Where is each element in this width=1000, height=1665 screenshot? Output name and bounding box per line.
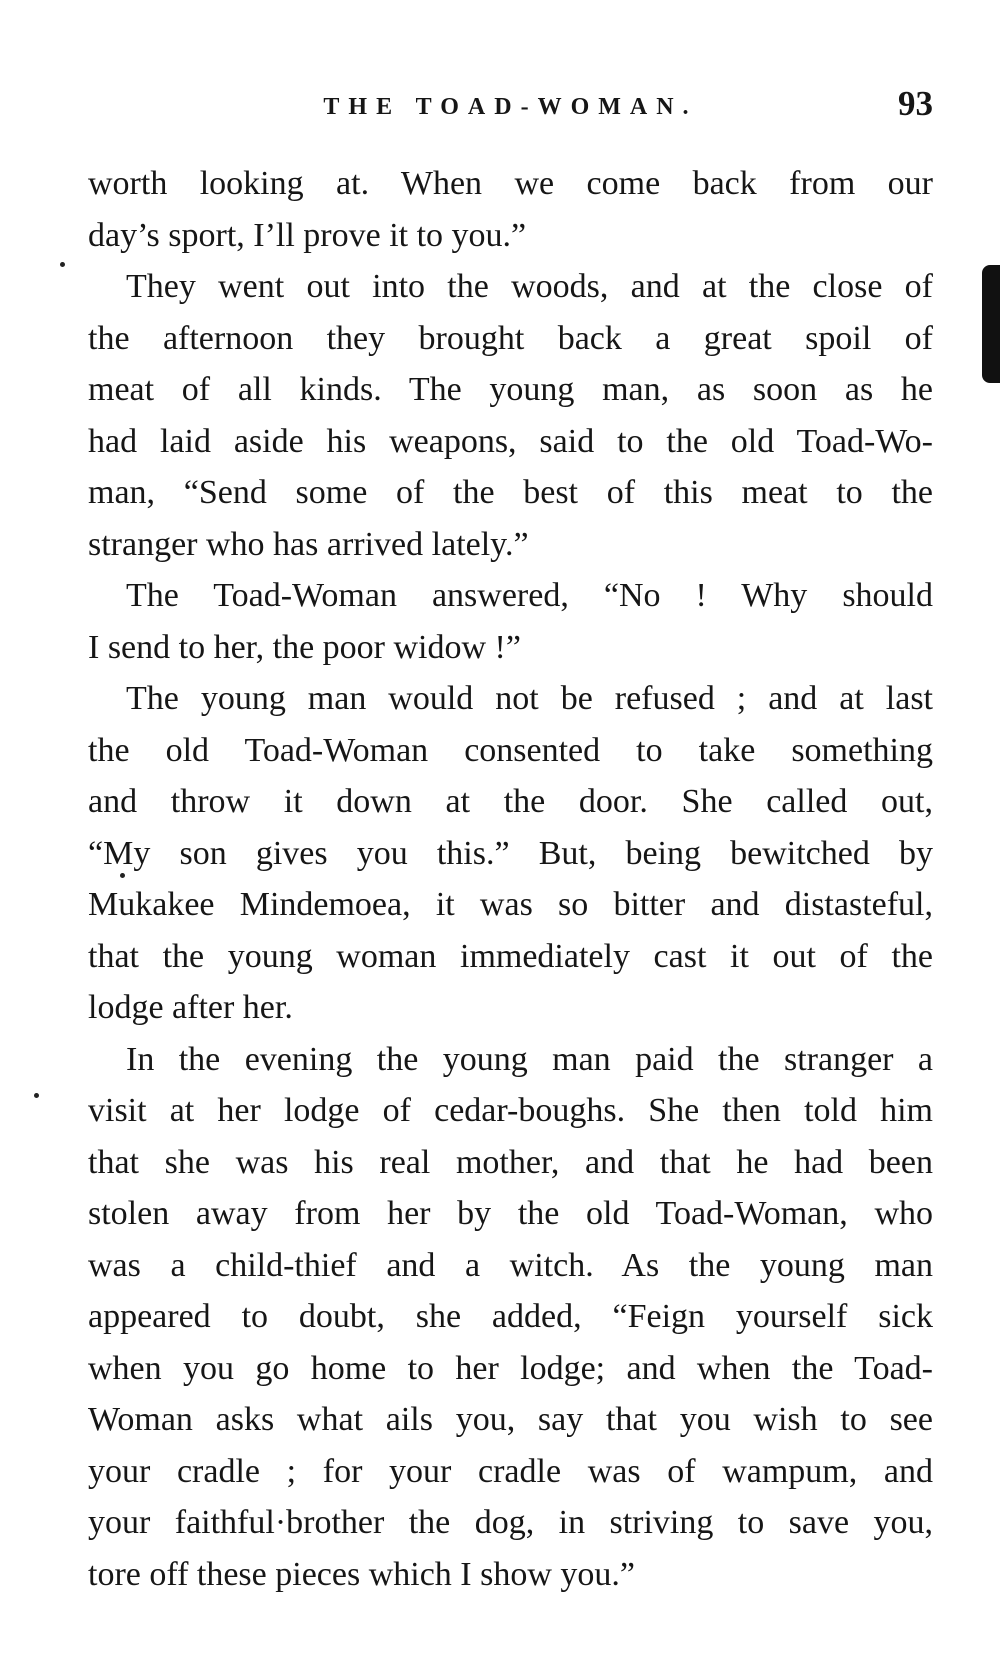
running-head — [88, 84, 933, 134]
text-line: stolen away from her by the old Toad-Woman, who — [88, 1195, 933, 1232]
text-line: that the young woman immediately cast it out of the — [88, 937, 933, 975]
text-line: The young man would not be refused ; and at last — [126, 680, 933, 717]
ink-speck — [120, 873, 125, 878]
text-line: Woman asks what ails you, say that you wish to see — [88, 1401, 933, 1438]
text-line: tore off these pieces which I show you.” — [88, 1555, 635, 1593]
text-line: stranger who has arrived lately.” — [88, 525, 529, 563]
margin-ink-mark — [982, 265, 1000, 383]
text-line: “My son gives you this.” But, being bewitched by — [88, 834, 933, 872]
text-line: day’s sport, I’ll prove it to you.” — [88, 216, 527, 254]
text-line: I send to her, the poor widow !” — [88, 628, 521, 666]
text-line: worth looking at. When we come back from our — [88, 165, 933, 202]
text-line: man, “Send some of the best of this meat to the — [88, 474, 933, 511]
text-line: had laid aside his weapons, said to the old Toad-Wo- — [88, 422, 933, 460]
text-line: was a child-thief and a witch. As the young man — [88, 1246, 933, 1284]
body-text — [88, 158, 933, 1600]
text-line: The Toad-Woman answered, “No ! Why should — [126, 577, 933, 614]
ink-speck — [34, 1093, 39, 1098]
text-line: the afternoon they brought back a great spoil of — [88, 319, 933, 357]
text-line: appeared to doubt, she added, “Feign yourself sick — [88, 1298, 933, 1335]
text-line: visit at her lodge of cedar-boughs. She then told him — [88, 1092, 933, 1129]
text-line: your cradle ; for your cradle was of wampum, and — [88, 1452, 933, 1490]
running-title: THE TOAD-WOMAN. — [323, 94, 698, 120]
text-line: lodge after her. — [88, 989, 293, 1026]
text-line: and throw it down at the door. She called out, — [88, 783, 933, 820]
text-line: the old Toad-Woman consented to take something — [88, 731, 933, 769]
text-line: Mukakee Mindemoea, it was so bitter and distasteful, — [88, 886, 933, 923]
page-number: 93 — [898, 84, 933, 123]
text-line: your faithful·brother the dog, in striving to save you, — [88, 1504, 933, 1541]
text-line: meat of all kinds. The young man, as soon as he — [88, 371, 933, 408]
text-line: that she was his real mother, and that he had been — [88, 1143, 933, 1181]
ink-speck — [60, 262, 65, 267]
text-line: They went out into the woods, and at the close of — [126, 268, 933, 305]
text-line: In the evening the young man paid the stranger a — [126, 1040, 933, 1078]
text-line: when you go home to her lodge; and when the Toad- — [88, 1349, 933, 1387]
